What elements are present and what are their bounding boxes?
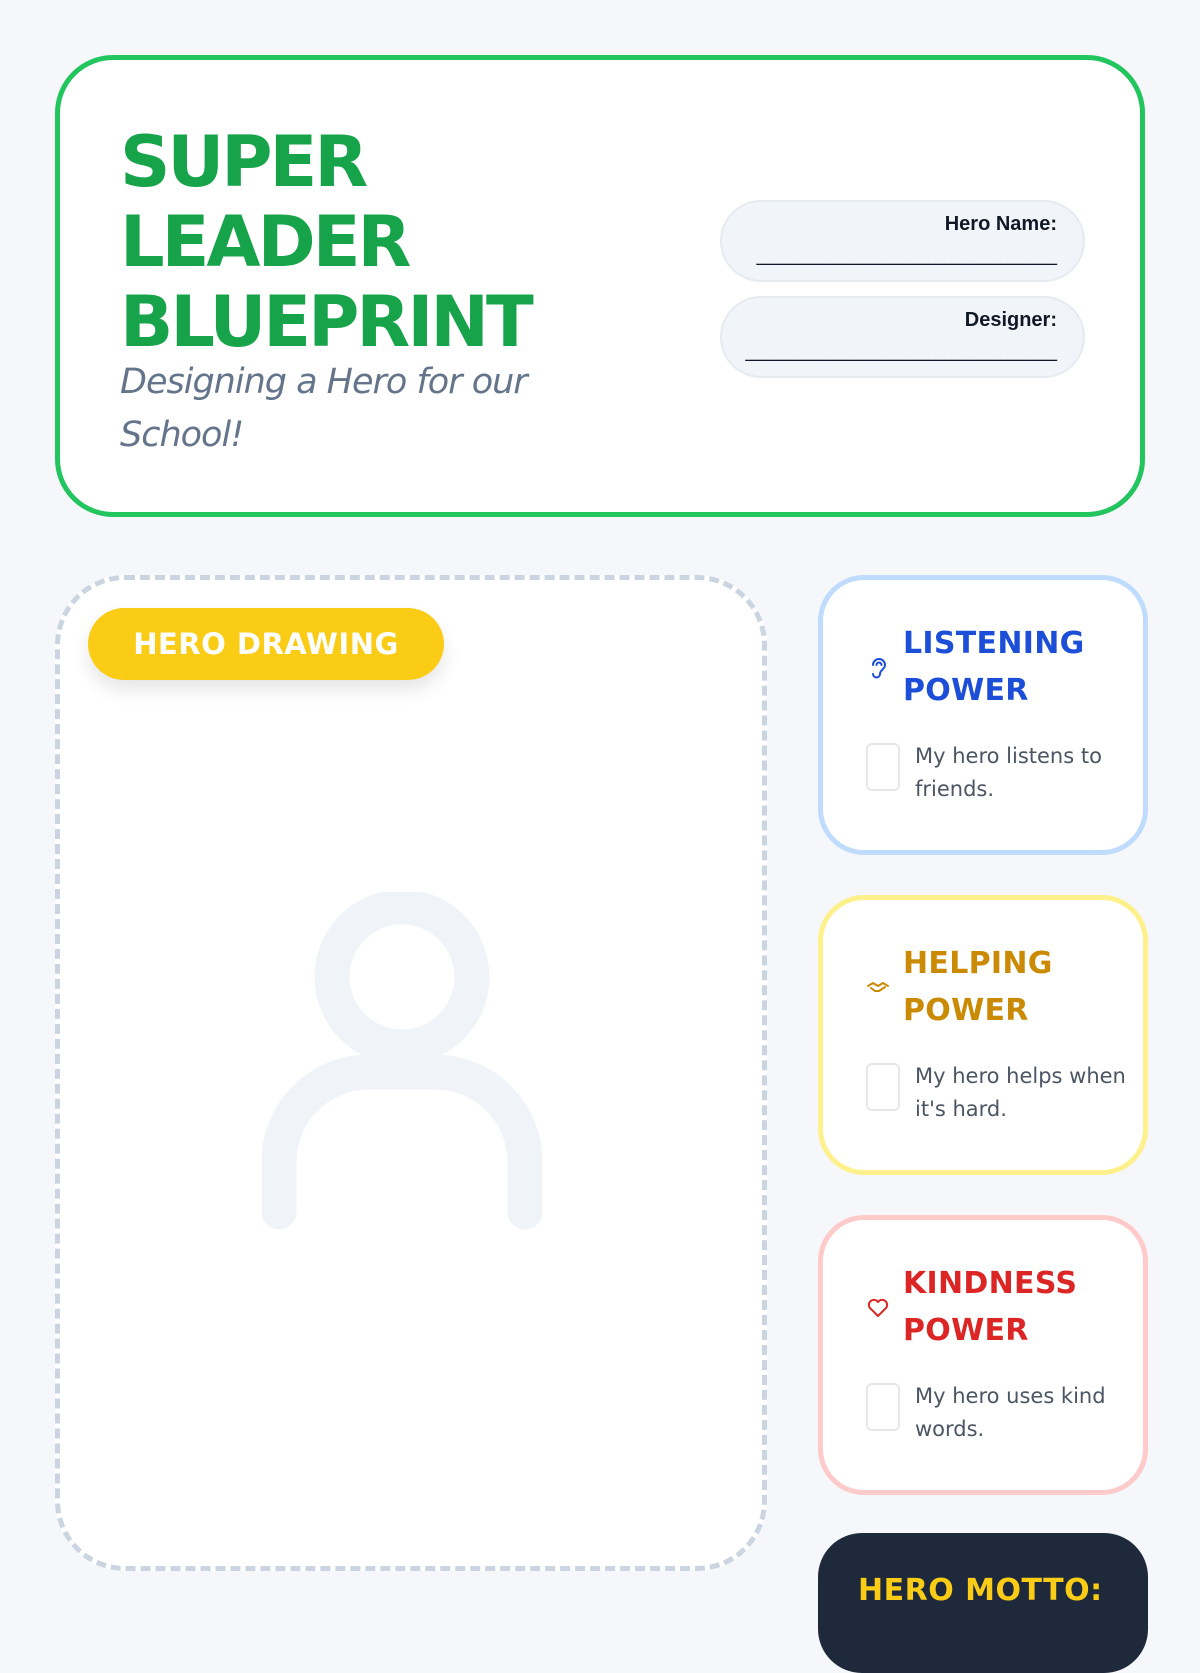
listening-checkbox[interactable] — [866, 743, 900, 791]
power-description: My hero helps when it's hard. — [915, 1064, 1126, 1121]
hero-motto-label: HERO MOTTO: — [858, 1573, 1103, 1608]
power-description: My hero listens to friends. — [915, 744, 1102, 801]
header-card — [55, 55, 1145, 517]
power-description: My hero uses kind words. — [915, 1384, 1106, 1441]
heart-icon — [866, 1295, 890, 1321]
helping-checkbox[interactable] — [866, 1063, 900, 1111]
hero-drawing-badge: HERO DRAWING — [88, 608, 444, 680]
power-card-listening — [818, 575, 1148, 855]
hero-motto-card — [818, 1533, 1148, 1673]
power-title: LISTENING POWER — [903, 626, 1085, 708]
user-silhouette-icon — [262, 892, 552, 1252]
page-subtitle: Designing a Hero for our School! — [120, 362, 527, 455]
kindness-checkbox[interactable] — [866, 1383, 900, 1431]
page-title: SUPER LEADER BLUEPRINT — [120, 121, 531, 363]
hero-name-line: ___________________________ — [756, 244, 1057, 266]
ear-icon — [866, 655, 890, 681]
designer-field[interactable] — [720, 296, 1085, 378]
designer-label: Designer: — [964, 309, 1057, 331]
power-card-helping — [818, 895, 1148, 1175]
hero-name-label: Hero Name: — [944, 213, 1057, 235]
designer-line: ____________________________ — [745, 340, 1057, 362]
power-card-kindness — [818, 1215, 1148, 1495]
hero-name-field[interactable] — [720, 200, 1085, 282]
handshake-icon — [866, 975, 890, 1001]
power-title: HELPING POWER — [903, 946, 1053, 1028]
power-title: KINDNESS POWER — [903, 1266, 1078, 1348]
